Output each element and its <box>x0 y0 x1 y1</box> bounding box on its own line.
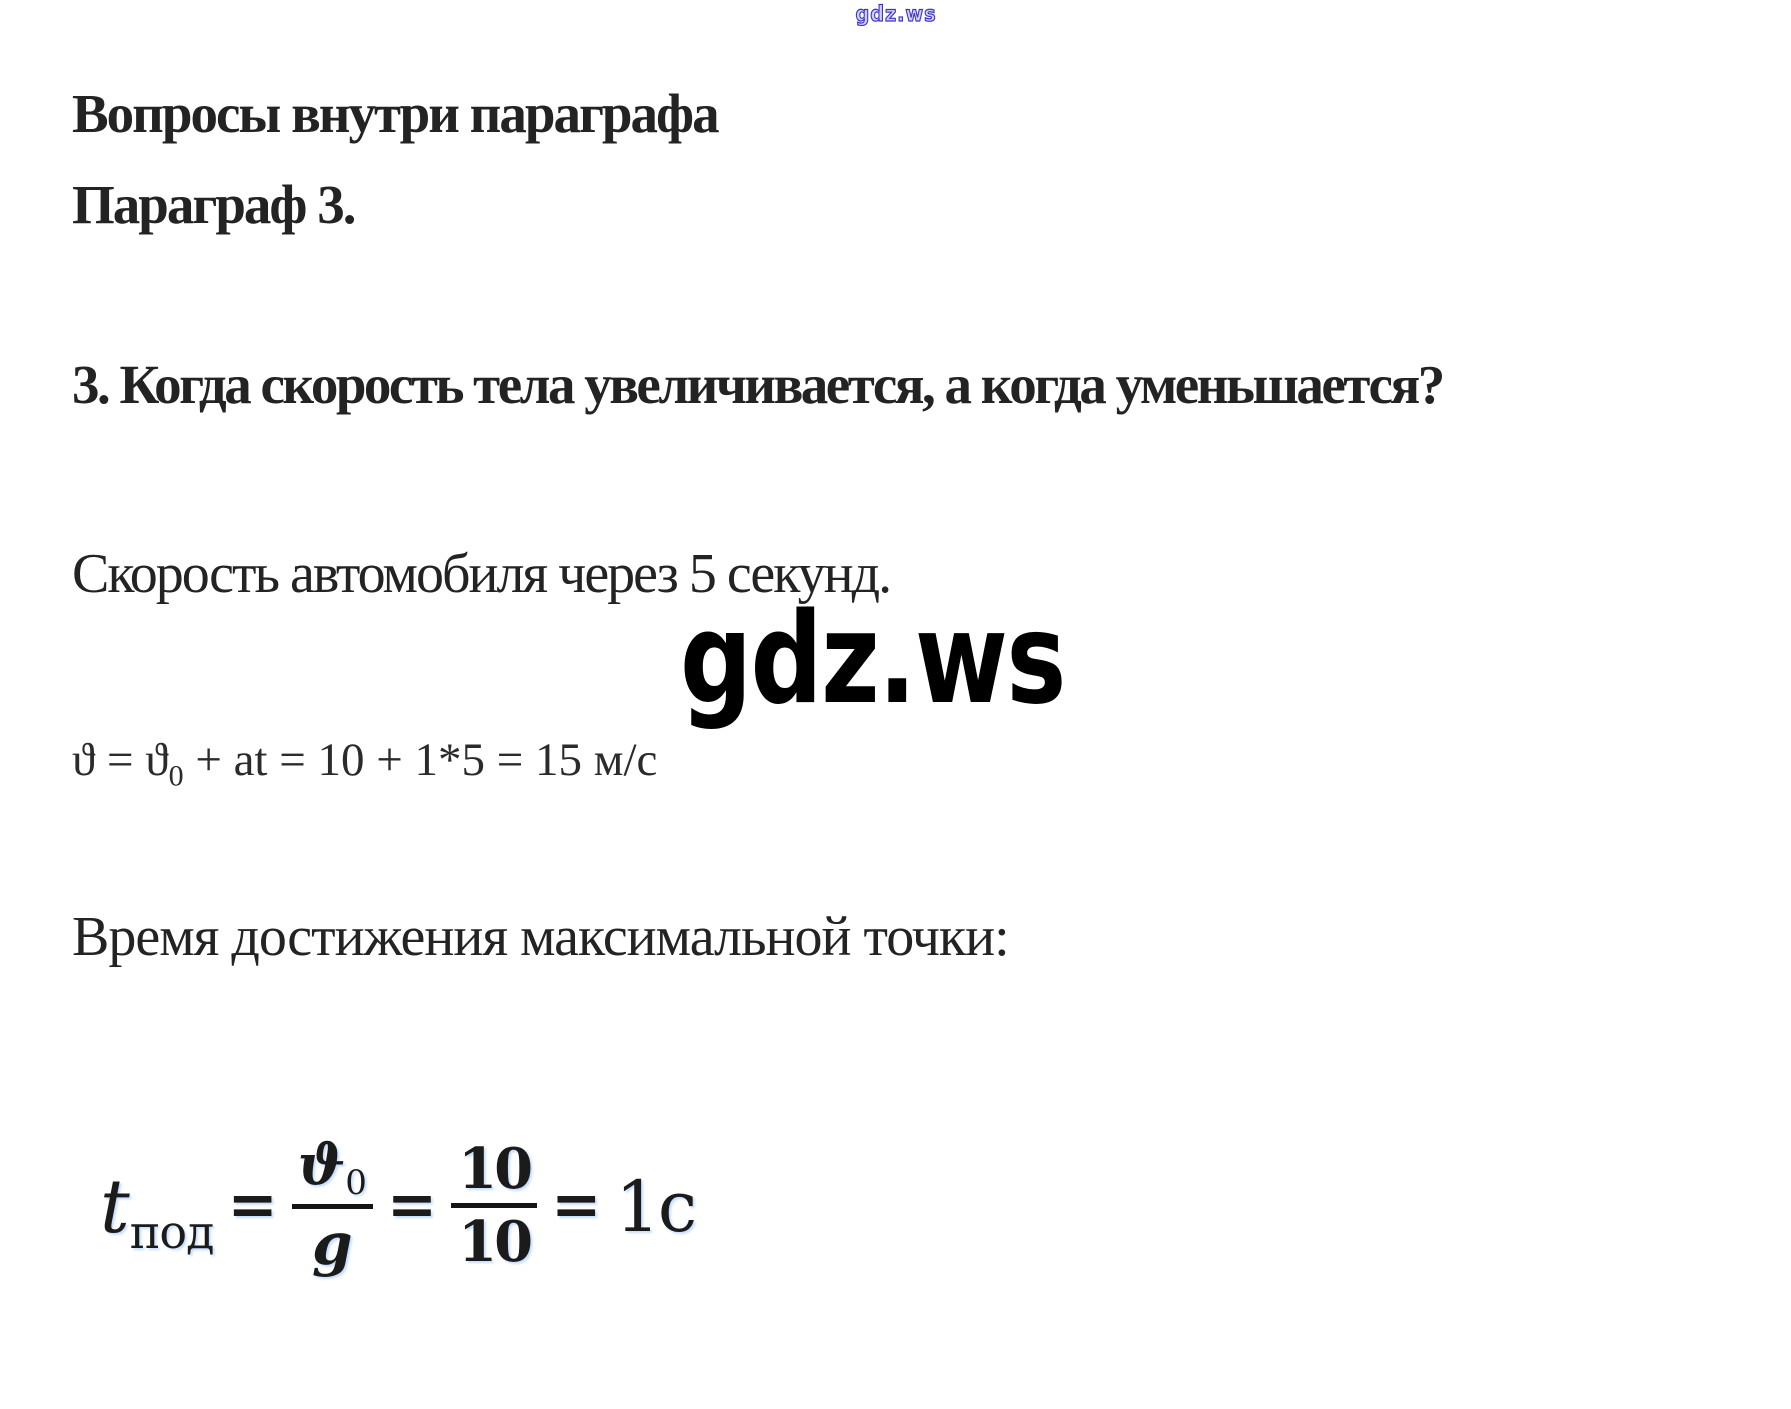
t-symbol: t <box>100 1163 130 1250</box>
fraction-10-over-10 <box>451 1135 537 1275</box>
inline-equation <box>72 732 657 794</box>
equals-sign: = <box>386 1170 438 1240</box>
answer-time-text: Время достижения максимальной точки: <box>72 906 1009 968</box>
fraction-v0-over-g <box>292 1132 373 1278</box>
formula-result: 1с <box>615 1166 696 1248</box>
fraction-denominator-g: g <box>312 1210 353 1278</box>
formula-image <box>100 1132 695 1278</box>
equals-sign: = <box>227 1170 278 1240</box>
inline-equation-subscript: 0 <box>168 759 184 793</box>
site-watermark-top: gdz.ws <box>854 2 937 26</box>
formula-variable-t <box>100 1163 214 1259</box>
fraction-numerator-10: 10 <box>451 1141 537 1208</box>
answer-speed-text: Скорость автомобиля через 5 секунд. <box>72 543 891 605</box>
theta-symbol: ϑ <box>297 1132 346 1198</box>
paragraph-heading: Параграф 3. <box>72 174 355 235</box>
equals-sign: = <box>551 1170 602 1240</box>
theta-subscript: 0 <box>345 1163 367 1203</box>
t-subscript: под <box>129 1204 214 1259</box>
fraction-numerator-v0 <box>292 1132 373 1209</box>
question-text: 3. Когда скорость тела увеличивается, а когда уменьшается? <box>72 354 1443 415</box>
inline-equation-lhs: ϑ = ϑ <box>72 734 169 786</box>
inline-equation-rhs: + at = 10 + 1*5 = 15 м/с <box>183 734 658 786</box>
fraction-denominator-10: 10 <box>458 1208 531 1275</box>
section-heading: Вопросы внутри параграфа <box>72 83 718 144</box>
site-watermark-center: gdz.ws <box>680 585 1065 732</box>
